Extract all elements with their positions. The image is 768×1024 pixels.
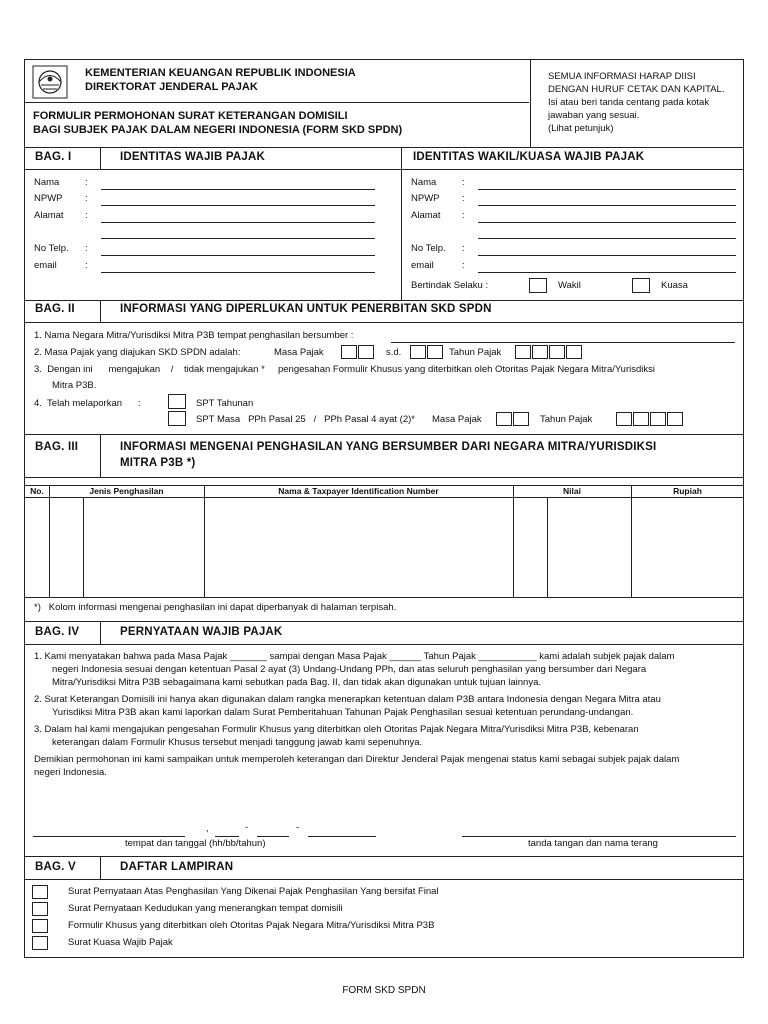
dash-2: -: [296, 822, 300, 833]
tahun-pajak-box-1[interactable]: [515, 345, 531, 359]
spt-tahun-box-2[interactable]: [633, 412, 649, 426]
email-wakil-field[interactable]: [478, 272, 736, 273]
spt-tahunan-checkbox[interactable]: [168, 394, 186, 409]
bag3-title-1: INFORMASI MENGENAI PENGHASILAN YANG BERSUMBER DARI NEGARA MITRA/YURISDIKSI: [120, 441, 657, 453]
place-date-label: tempat dan tanggal (hh/bb/tahun): [125, 838, 266, 849]
masa-pajak-end-box-1[interactable]: [410, 345, 426, 359]
alamat-field-2[interactable]: [101, 238, 375, 239]
instruction-note-5: (Lihat petunjuk): [548, 123, 614, 134]
label-wakil: Wakil: [558, 280, 581, 291]
label-tahun-pajak: Tahun Pajak: [449, 347, 502, 358]
label-nama-wakil: Nama: [411, 177, 437, 188]
label-masa-pajak: Masa Pajak: [274, 347, 324, 358]
label-tahun-pajak-2: Tahun Pajak: [540, 414, 593, 425]
bag3-title-2: MITRA P3B *): [120, 457, 196, 469]
instruction-note-4: jawaban yang sesuai.: [548, 110, 640, 121]
bag1-title-left: IDENTITAS WAJIB PAJAK: [120, 151, 265, 163]
label-telp: No Telp.: [34, 243, 69, 254]
lampiran-checkbox-3[interactable]: [32, 919, 48, 933]
bag2-code: BAG. II: [35, 303, 75, 315]
label-spt-masa: SPT Masa PPh Pasal 25 / PPh Pasal 4 ayat (2)*: [196, 414, 415, 425]
bag2-item-3: 3. Dengan ini mengajukan / tidak mengajukan * pengesahan Formulir Khusus yang diterbitkan oleh Otoritas Pajak Negara Mitra/Yurisdiksi: [34, 364, 655, 375]
tahun-pajak-box-3[interactable]: [549, 345, 565, 359]
comma: ,: [206, 823, 209, 834]
col-no: No.: [30, 486, 44, 496]
alamat-wakil-field-2[interactable]: [478, 238, 736, 239]
colon: :: [85, 193, 88, 204]
bag2-item-4: 4. Telah melaporkan :: [34, 398, 141, 409]
bag5-code: BAG. V: [35, 861, 76, 873]
form-title-2: BAGI SUBJEK PAJAK DALAM NEGERI INDONESIA (FORM SKD SPDN): [33, 124, 403, 136]
tahun-pajak-box-4[interactable]: [566, 345, 582, 359]
bag2-title: INFORMASI YANG DIPERLUKAN UNTUK PENERBITAN SKD SPDN: [120, 303, 492, 315]
statement-1c: Mitra/Yurisdiksi Mitra P3B sebagaimana kami sebutkan pada Bag. II, dan tidak akan digunakan untuk tujuan lainnya.: [52, 677, 542, 688]
form-title-1: FORMULIR PERMOHONAN SURAT KETERANGAN DOMISILI: [33, 110, 348, 122]
bag2-item-2: 2. Masa Pajak yang diajukan SKD SPDN adalah:: [34, 347, 241, 358]
spt-tahun-box-3[interactable]: [650, 412, 666, 426]
bag1-code: BAG. I: [35, 151, 72, 163]
statement-1b: negeri Indonesia sesuai dengan ketentuan Pasal 2 ayat (3) Undang-Undang PPh, dan atas seluruh penghasilan yang bersumber dari Negara: [52, 664, 647, 675]
closing-a: Demikian permohonan ini kami sampaikan untuk memperoleh keterangan dari Direktur Jenderal Pajak mengenai status kami sebagai subjek pajak dalam: [34, 754, 680, 765]
bag2-item-3-cont: Mitra P3B.: [52, 380, 97, 391]
lampiran-item-2: Surat Pernyataan Kedudukan yang menerangkan tempat domisili: [68, 903, 343, 914]
colon: :: [85, 177, 88, 188]
lampiran-item-3: Formulir Khusus yang diterbitkan oleh Otoritas Pajak Negara Mitra/Yurisdiksi Mitra P3B: [68, 920, 435, 931]
col-jenis-penghasilan: Jenis Penghasilan: [89, 486, 164, 496]
bag3-footnote: *) Kolom informasi mengenai penghasilan ini dapat diperbanyak di halaman terpisah.: [34, 602, 397, 613]
colon: :: [85, 210, 88, 221]
nama-wakil-field[interactable]: [478, 189, 736, 190]
label-sd: s.d.: [386, 347, 402, 358]
ministry-emblem-icon: [32, 65, 68, 99]
label-bertindak: Bertindak Selaku :: [411, 280, 489, 291]
telp-wakil-field[interactable]: [478, 255, 736, 256]
colon: :: [85, 243, 88, 254]
spt-tahun-box-4[interactable]: [667, 412, 683, 426]
signature-label: tanda tangan dan nama terang: [528, 838, 658, 849]
bag5-title: DAFTAR LAMPIRAN: [120, 861, 234, 873]
nama-field[interactable]: [101, 189, 375, 190]
col-nama-tin: Nama & Taxpayer Identification Number: [278, 486, 439, 496]
day-field[interactable]: [215, 836, 239, 837]
statement-3b: keterangan dalam Formulir Khusus tersebut menjadi tanggung jawab kami sepenuhnya.: [52, 737, 423, 748]
npwp-wakil-field[interactable]: [478, 205, 736, 206]
label-email-wakil: email: [411, 260, 434, 271]
year-field[interactable]: [308, 836, 376, 837]
skd-spdn-form: [24, 59, 744, 958]
statement-2a: 2. Surat Keterangan Domisili ini hanya akan digunakan dalam rangka menerapkan ketentuan dalam P3B antara Indonesia dengan Negara Mitra atau: [34, 694, 661, 705]
bag2-item-1: 1. Nama Negara Mitra/Yurisdiksi Mitra P3B tempat penghasilan bersumber :: [34, 330, 354, 341]
telp-field[interactable]: [101, 255, 375, 256]
label-email: email: [34, 260, 57, 271]
spt-tahun-box-1[interactable]: [616, 412, 632, 426]
lampiran-checkbox-1[interactable]: [32, 885, 48, 899]
spt-masa-checkbox[interactable]: [168, 411, 186, 426]
alamat-wakil-field[interactable]: [478, 222, 736, 223]
statement-1a: 1. Kami menyatakan bahwa pada Masa Pajak _______ sampai dengan Masa Pajak ______ Tahun Pajak ___________ kami adalah subjek pajak dalam: [34, 651, 675, 662]
statement-2b: Yurisdiksi Mitra P3B akan kami laporkan dalam Surat Pemberitahuan Tahunan Pajak Penghasilan sesuai ketentuan perundang-undangan.: [52, 707, 634, 718]
signature-field[interactable]: [462, 836, 736, 837]
instruction-note-2: DENGAN HURUF CETAK DAN KAPITAL.: [548, 84, 725, 95]
lampiran-checkbox-4[interactable]: [32, 936, 48, 950]
tahun-pajak-box-2[interactable]: [532, 345, 548, 359]
instruction-note-1: SEMUA INFORMASI HARAP DIISI: [548, 71, 696, 82]
col-nilai: Nilai: [563, 486, 581, 496]
masa-pajak-end-box-2[interactable]: [427, 345, 443, 359]
form-footer-label: FORM SKD SPDN: [342, 985, 426, 996]
colon: :: [462, 193, 465, 204]
label-alamat-wakil: Alamat: [411, 210, 441, 221]
colon: :: [462, 243, 465, 254]
month-field[interactable]: [257, 836, 289, 837]
masa-pajak-box-2[interactable]: [358, 345, 374, 359]
label-telp-wakil: No Telp.: [411, 243, 446, 254]
lampiran-item-1: Surat Pernyataan Atas Penghasilan Yang Dikenai Pajak Penghasilan Yang bersifat Final: [68, 886, 439, 897]
col-rupiah: Rupiah: [673, 486, 702, 496]
alamat-field[interactable]: [101, 222, 375, 223]
label-masa-pajak-2: Masa Pajak: [432, 414, 482, 425]
label-kuasa: Kuasa: [661, 280, 688, 291]
label-alamat: Alamat: [34, 210, 64, 221]
bag3-code: BAG. III: [35, 441, 79, 453]
lampiran-checkbox-2[interactable]: [32, 902, 48, 916]
dash-1: -: [245, 822, 249, 833]
bag1-title-right: IDENTITAS WAKIL/KUASA WAJIB PAJAK: [413, 151, 645, 163]
closing-b: negeri Indonesia.: [34, 767, 107, 778]
label-spt-tahunan: SPT Tahunan: [196, 398, 254, 409]
instruction-note-3: Isi atau beri tanda centang pada kotak: [548, 97, 710, 108]
colon: :: [462, 177, 465, 188]
bag4-code: BAG. IV: [35, 626, 80, 638]
npwp-field[interactable]: [101, 205, 375, 206]
label-npwp-wakil: NPWP: [411, 193, 440, 204]
kuasa-checkbox[interactable]: [632, 278, 650, 293]
spt-masa-box-1[interactable]: [496, 412, 512, 426]
ministry-name: KEMENTERIAN KEUANGAN REPUBLIK INDONESIA: [85, 67, 356, 79]
directorate-name: DIREKTORAT JENDERAL PAJAK: [85, 81, 258, 93]
colon: :: [85, 260, 88, 271]
wakil-checkbox[interactable]: [529, 278, 547, 293]
negara-mitra-field[interactable]: [391, 342, 735, 343]
colon: :: [462, 260, 465, 271]
place-field[interactable]: [33, 836, 185, 837]
masa-pajak-box-1[interactable]: [341, 345, 357, 359]
bag4-title: PERNYATAAN WAJIB PAJAK: [120, 626, 283, 638]
colon: :: [462, 210, 465, 221]
label-nama: Nama: [34, 177, 60, 188]
email-field[interactable]: [101, 272, 375, 273]
spt-masa-box-2[interactable]: [513, 412, 529, 426]
label-npwp: NPWP: [34, 193, 63, 204]
statement-3a: 3. Dalam hal kami mengajukan pengesahan Formulir Khusus yang diterbitkan oleh Otoritas Pajak Negara Mitra/Yurisdiksi Mitra P3B, kebenaran: [34, 724, 639, 735]
lampiran-item-4: Surat Kuasa Wajib Pajak: [68, 937, 173, 948]
